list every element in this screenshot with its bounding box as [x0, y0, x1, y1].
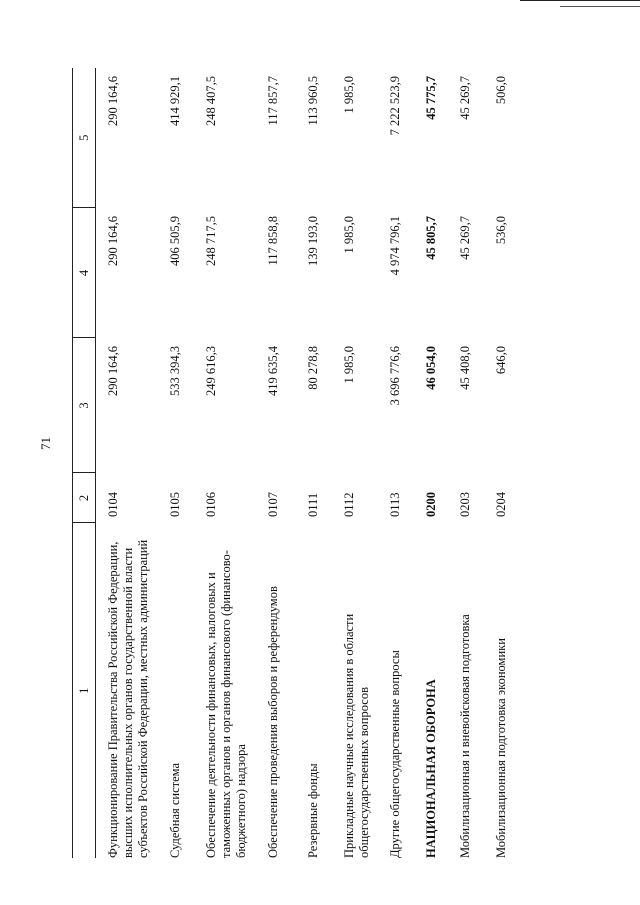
column-header: 2 [73, 473, 96, 523]
row-spacer [96, 68, 107, 858]
table-row [306, 68, 342, 858]
row-code-cell: 0204 [494, 492, 508, 517]
budget-table-sheet [72, 68, 572, 858]
row-value-cell: 45 408,0 [458, 346, 472, 390]
table-header-row [73, 68, 96, 858]
table-row [106, 68, 168, 858]
row-code-cell: 0105 [168, 492, 182, 517]
row-value-cell: 45 775,7 [424, 76, 438, 120]
row-value-cell: 117 857,7 [266, 76, 280, 126]
table-row [494, 68, 524, 858]
row-name-cell: Мобилизационная подготовка экономики [494, 638, 508, 858]
row-value-cell: 80 278,8 [306, 346, 320, 390]
row-code-cell: 0112 [342, 492, 356, 517]
row-value-cell: 45 269,7 [458, 76, 472, 120]
row-value-cell: 290 164,6 [106, 346, 120, 396]
spacer-cell [96, 338, 107, 473]
column-header: 5 [73, 68, 96, 208]
row-name-cell: Резервные фонды [306, 763, 320, 858]
row-value-cell: 506,0 [494, 76, 508, 105]
scan-edge-line [520, 0, 640, 1]
table-row [266, 68, 306, 858]
row-code-cell: 0203 [458, 492, 472, 517]
row-value-cell: 406 505,9 [168, 216, 182, 266]
row-name-cell: Прикладные научные исследования в области общегосударственных вопросов [342, 613, 371, 858]
row-value-cell: 45 805,7 [424, 216, 438, 260]
table-row [424, 68, 458, 858]
row-value-cell: 1 985,0 [342, 216, 356, 254]
row-value-cell: 533 394,3 [168, 346, 182, 396]
spacer-cell [96, 473, 107, 523]
row-code-cell: 0111 [306, 492, 320, 517]
row-value-cell: 113 960,5 [306, 76, 320, 126]
row-name-cell: Обеспечение проведения выборов и референдумов [266, 586, 280, 858]
spacer-cell [96, 68, 107, 208]
row-value-cell: 646,0 [494, 346, 508, 375]
row-value-cell: 414 929,1 [168, 76, 182, 126]
row-name-cell: Судебная система [168, 762, 182, 858]
row-value-cell: 249 616,3 [204, 346, 218, 396]
row-value-cell: 290 164,6 [106, 76, 120, 126]
page-number: 71 [38, 437, 53, 450]
row-value-cell: 536,0 [494, 216, 508, 245]
row-value-cell: 46 054,0 [424, 346, 438, 390]
row-code-cell: 0107 [266, 492, 280, 517]
row-value-cell: 139 193,0 [306, 216, 320, 266]
spacer-cell [96, 208, 107, 338]
row-name-cell: Мобилизационная и вневойсковая подготовка [458, 614, 472, 858]
column-header: 1 [73, 523, 96, 858]
row-code-cell: 0104 [106, 492, 120, 517]
row-value-cell: 248 717,5 [204, 216, 218, 266]
row-value-cell: 1 985,0 [342, 346, 356, 384]
scan-edge-line [560, 6, 640, 7]
table-body [96, 68, 525, 858]
table-row [204, 68, 266, 858]
table-row [342, 68, 388, 858]
row-value-cell: 7 222 523,9 [388, 76, 402, 136]
row-value-cell: 45 269,7 [458, 216, 472, 260]
spacer-cell [96, 523, 107, 858]
row-value-cell: 117 858,8 [266, 216, 280, 266]
row-value-cell: 419 635,4 [266, 346, 280, 396]
table-row [168, 68, 204, 858]
row-name-cell: Функционирование Правительства Российской Федерации, высших исполнительных органов государственной власти субъектов Российской Федерации, местных администраций [106, 539, 150, 858]
row-value-cell: 4 974 796,1 [388, 216, 402, 276]
row-name-cell: Другие общегосударственные вопросы [388, 650, 402, 858]
column-header: 4 [73, 208, 96, 338]
table-row [458, 68, 494, 858]
row-value-cell: 248 407,5 [204, 76, 218, 126]
row-name-cell: НАЦИОНАЛЬНАЯ ОБОРОНА [424, 679, 438, 858]
row-value-cell: 3 696 776,6 [388, 346, 402, 406]
column-header: 3 [73, 338, 96, 473]
row-name-cell: Обеспечение деятельности финансовых, налоговых и таможенных органов и органов финансового (финансово-бюджетного) надзора [204, 550, 248, 858]
row-code-cell: 0200 [424, 492, 438, 517]
budget-table [72, 68, 524, 858]
row-code-cell: 0113 [388, 492, 402, 517]
row-code-cell: 0106 [204, 492, 218, 517]
row-value-cell: 1 985,0 [342, 76, 356, 114]
table-row [388, 68, 424, 858]
row-value-cell: 290 164,6 [106, 216, 120, 266]
